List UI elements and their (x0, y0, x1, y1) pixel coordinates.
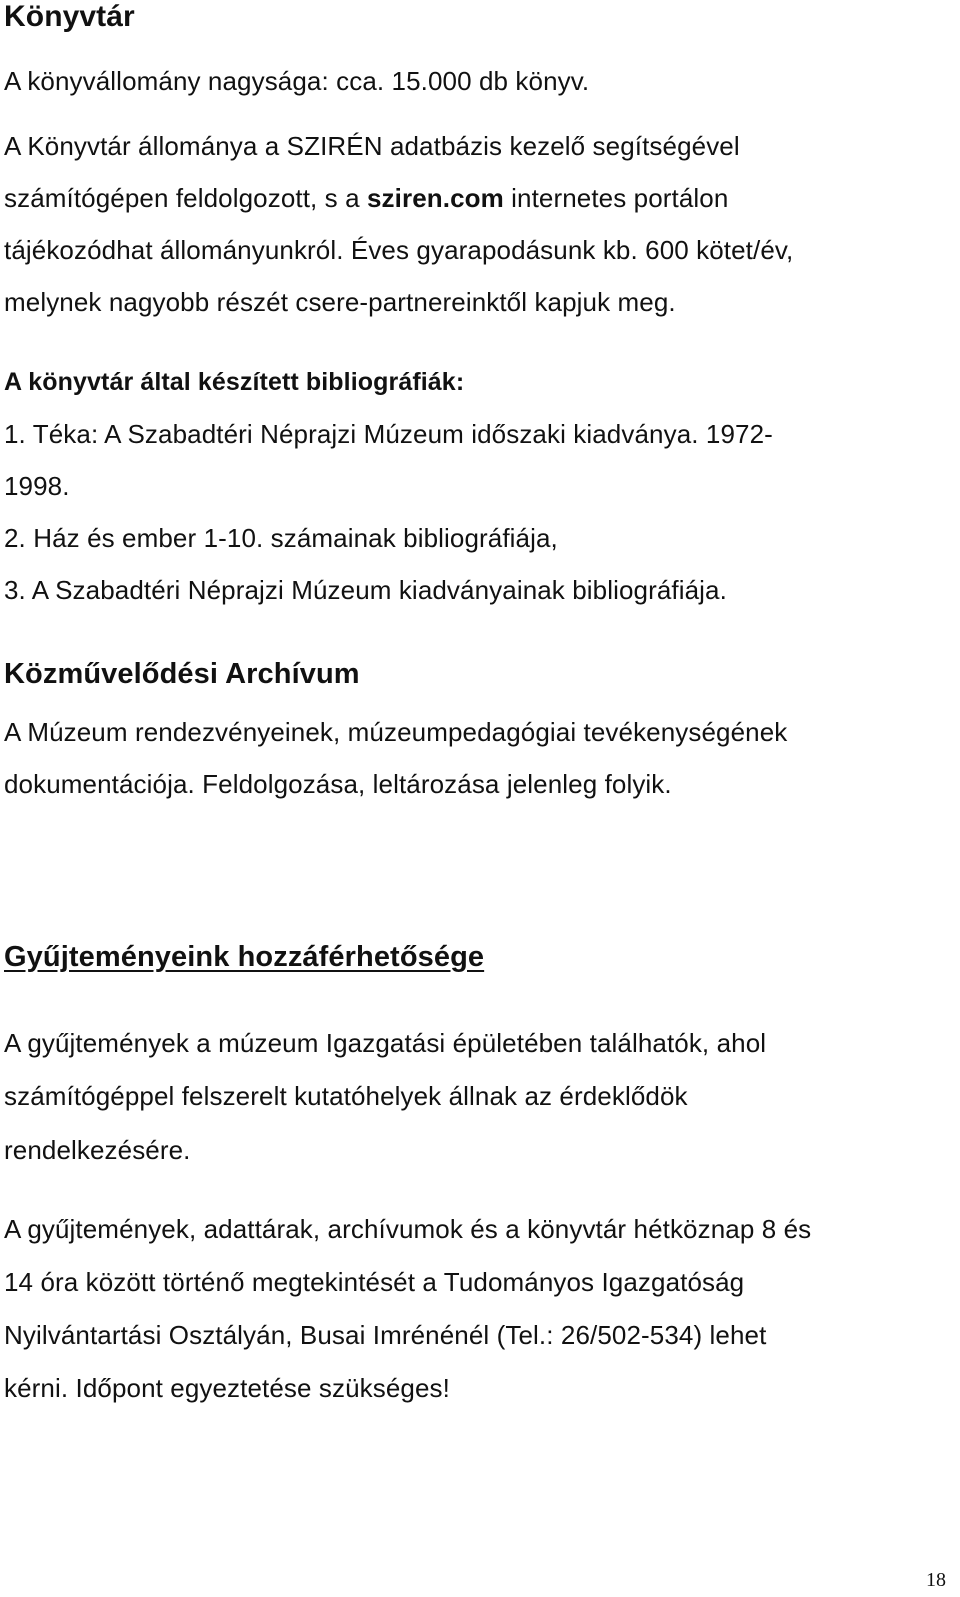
access-paragraph-line: A gyűjtemények, adattárak, archívumok és a könyvtár hétköznap 8 és (4, 1214, 812, 1244)
access-paragraph-line: Nyilvántartási Osztályán, Busai Imrénénél (Tel.: 26/502-534) lehet (4, 1320, 767, 1350)
access-heading: Gyűjteményeink hozzáférhetősége (4, 941, 485, 973)
archive-line: dokumentációja. Feldolgozása, leltározása jelenleg folyik. (4, 769, 672, 799)
sziren-portal-name: sziren.com (367, 183, 504, 213)
access-paragraph-line: 14 óra között történő megtekintését a Tudományos Igazgatóság (4, 1267, 745, 1297)
library-line: tájékozódhat állományunkról. Éves gyarapodásunk kb. 600 kötet/év, (4, 235, 794, 265)
library-line (4, 183, 728, 213)
access-paragraph-line: számítógéppel felszerelt kutatóhelyek állnak az érdeklődök (4, 1081, 688, 1111)
page-number: 18 (926, 1569, 946, 1591)
archive-heading: Közművelődési Archívum (4, 658, 360, 690)
archive-line: A Múzeum rendezvényeinek, múzeumpedagógiai tevékenységének (4, 717, 788, 747)
library-line: A könyvállomány nagysága: cca. 15.000 db könyv. (4, 66, 590, 96)
text-run: internetes portálon (503, 183, 729, 213)
text-run: számítógépen feldolgozott, s a (4, 183, 367, 213)
library-line: A Könyvtár állománya a SZIRÉN adatbázis kezelő segítségével (4, 131, 740, 161)
library-line: melynek nagyobb részét csere-partnereinktől kapjuk meg. (4, 287, 676, 317)
access-paragraph-line: rendelkezésére. (4, 1135, 191, 1165)
bibliography-item: 3. A Szabadtéri Néprajzi Múzeum kiadványainak bibliográfiája. (4, 575, 727, 605)
bibliography-heading: A könyvtár által készített bibliográfiák: (4, 368, 465, 396)
bibliography-item-continued: 1998. (4, 471, 70, 501)
bibliography-item: 1. Téka: A Szabadtéri Néprajzi Múzeum időszaki kiadványa. 1972- (4, 419, 773, 449)
library-title: Könyvtár (4, 0, 135, 33)
access-paragraph-line: kérni. Időpont egyeztetése szükséges! (4, 1373, 450, 1403)
access-paragraph-line: A gyűjtemények a múzeum Igazgatási épületében találhatók, ahol (4, 1028, 767, 1058)
bibliography-item: 2. Ház és ember 1-10. számainak bibliográfiája, (4, 523, 558, 553)
